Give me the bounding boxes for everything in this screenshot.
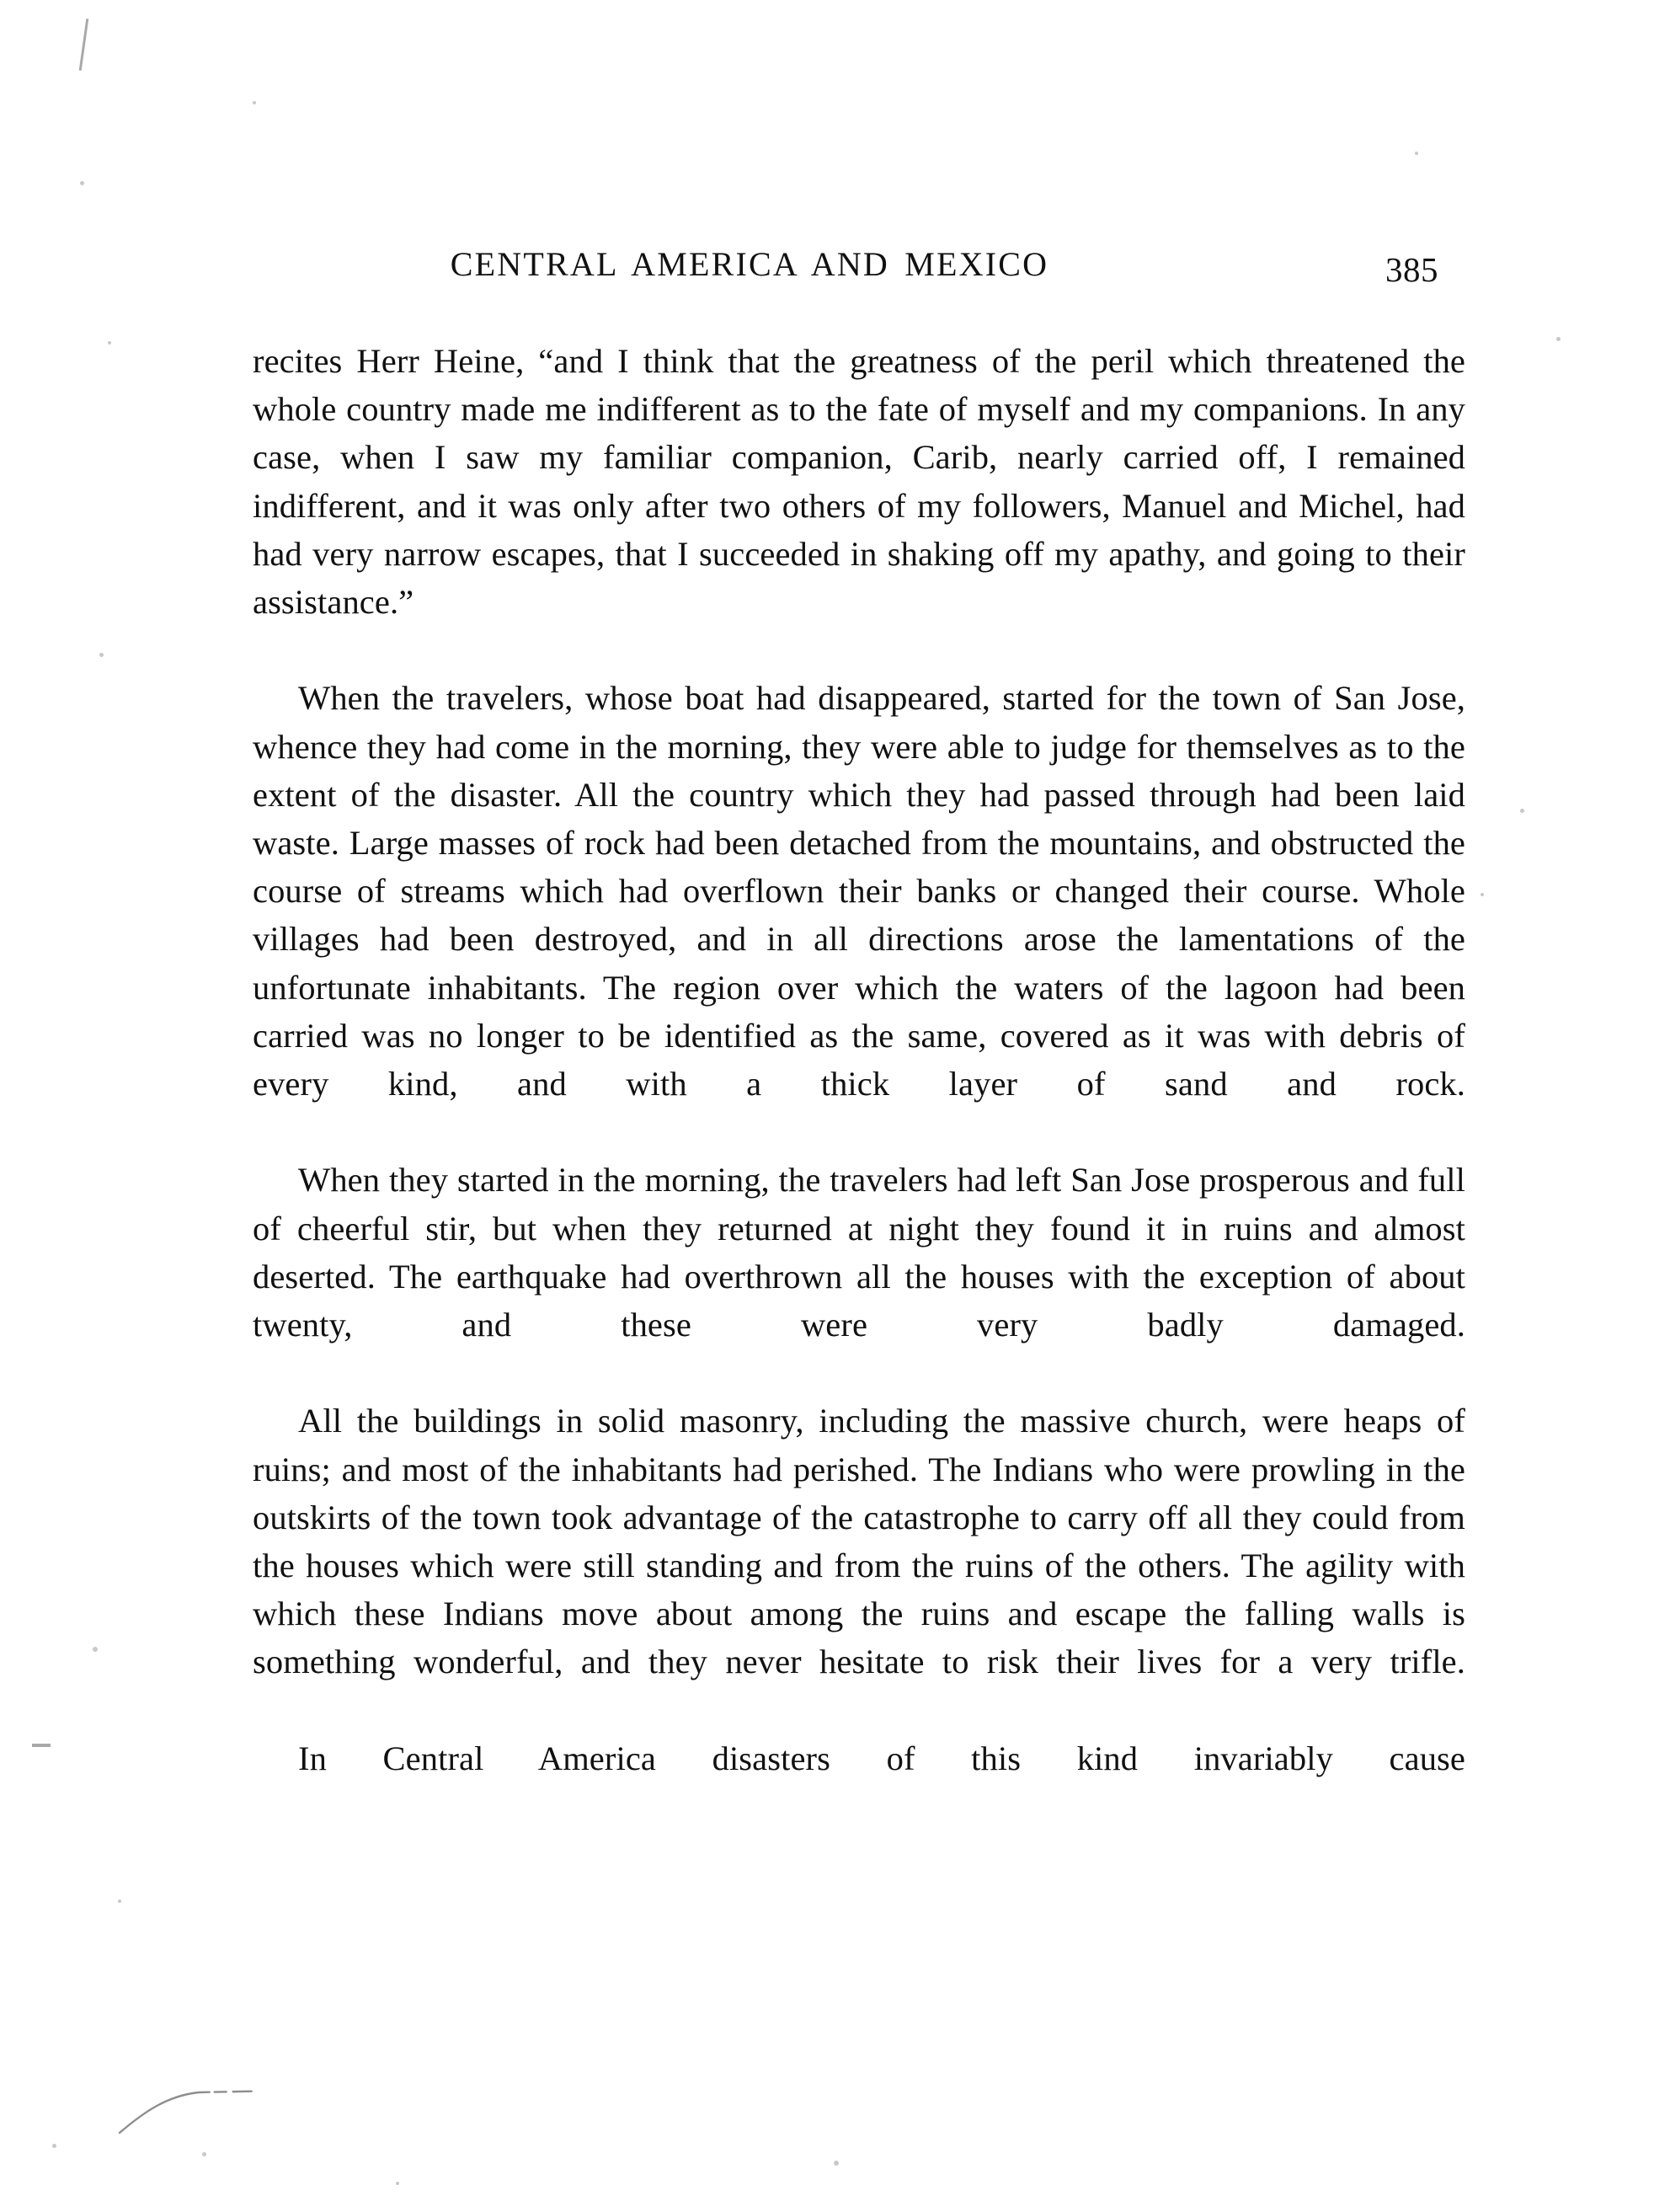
scan-speck	[52, 2144, 56, 2148]
running-head: CENTRAL AMERICA AND MEXICO	[450, 245, 1049, 283]
scan-speck	[396, 2182, 399, 2185]
scan-speck	[99, 653, 104, 657]
scan-speck	[834, 2161, 839, 2166]
paragraph: When they started in the morning, the travelers had left San Jose prosperous and full of cheerful stir, but when they returned at night they found it in ruins and almost deserted. The earthquake had overthrown all the houses with the exception of about twenty, and these were very badly damaged.	[253, 1161, 1465, 1344]
scan-speck	[253, 101, 256, 104]
scan-speck	[202, 2152, 206, 2156]
paragraph: When the travelers, whose boat had disappeared, started for the town of San Jose, whence they had come in the morning, they were able to judge for themselves as to the extent of the disaster. All the country which they had passed through had been laid waste. Large masses of rock had been detached from the mountains, and obstructed the course of streams which had overflown their banks or changed their course. Whole villages had been destroyed, and in all directions arose the lamentations of the unfortunate inhabitants. The region over which the waters of the lagoon had been carried was no longer to be identified as the same, covered as it was with debris of every kind, and with a thick layer of sand and rock.	[253, 679, 1465, 1103]
margin-ink-mark	[79, 19, 89, 71]
body-text	[253, 337, 1465, 1830]
scan-speck	[93, 1647, 98, 1652]
pencil-mark	[118, 2081, 286, 2140]
paragraph: In Central America disasters of this kind invariably cause	[298, 1739, 1465, 1777]
scan-speck	[108, 341, 111, 345]
scan-speck	[1556, 337, 1561, 341]
scan-speck	[1520, 809, 1524, 813]
paragraph: All the buildings in solid masonry, including the massive church, were heaps of ruins; and most of the inhabitants had perished. The Indians who were prowling in the outskirts of the town took advantage of the catastrophe to carry off all they could from the houses which were still standing and from the ruins of the others. The agility with which these Indians move about among the ruins and escape the falling walls is something wonderful, and they never hesitate to risk their lives for a very trifle.	[253, 1402, 1465, 1681]
paragraph: recites Herr Heine, “and I think that the greatness of the peril which threatened the whole country made me indifferent as to the fate of myself and my companions. In any case, when I saw my familiar companion, Carib, nearly carried off, I remained indifferent, and it was only after two others of my followers, Manuel and Michel, had had very narrow escapes, that I succeeded in shaking off my apathy, and going to their assistance.”	[253, 342, 1465, 622]
page-header	[253, 244, 1499, 295]
margin-ink-mark	[32, 1744, 51, 1747]
scan-speck	[80, 181, 84, 185]
scan-speck	[118, 1899, 121, 1903]
scan-speck	[1481, 893, 1484, 896]
scan-speck	[1415, 152, 1418, 155]
page-number: 385	[1385, 250, 1438, 289]
